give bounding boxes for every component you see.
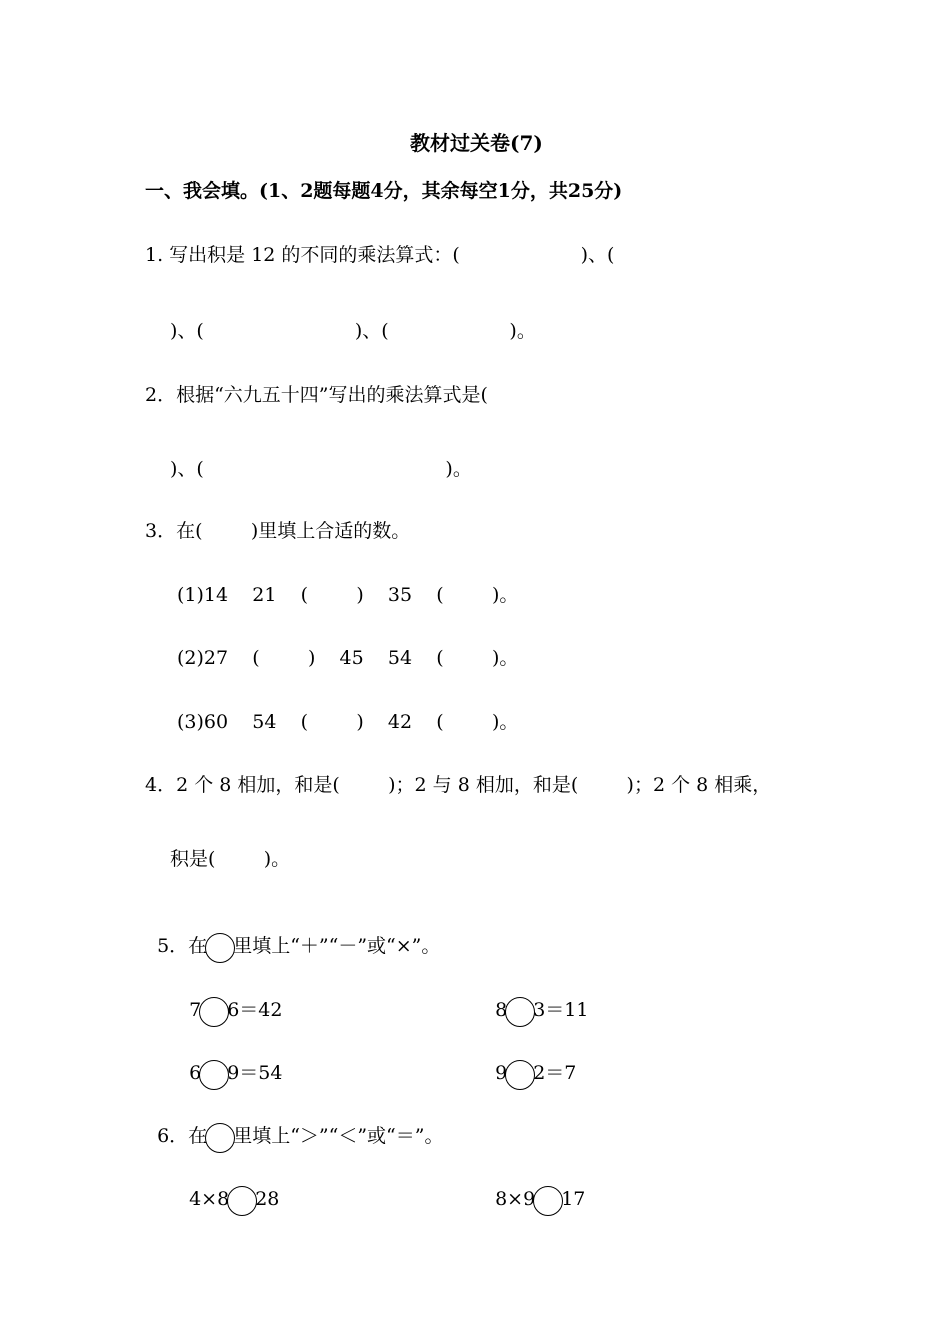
q5-item-1-right: 6＝42: [227, 999, 283, 1021]
q1-line1: 1. 写出积是 12 的不同的乘法算式：( )、(: [145, 244, 615, 266]
q6-prompt-before: 6．在: [157, 1125, 208, 1147]
q6-prompt: [145, 1099, 443, 1153]
q6-item-2-right: 17: [561, 1188, 586, 1210]
q6-item-2: [483, 1162, 585, 1216]
q5-item-3-left: 6: [189, 1062, 202, 1084]
answer-circle[interactable]: [505, 1060, 535, 1090]
answer-circle[interactable]: [505, 997, 535, 1027]
section-1-heading: 一、我会填。(1、2题每题4分，其余每空1分，共25分): [145, 180, 623, 202]
q5-prompt: [145, 909, 440, 963]
q5-prompt-after: 里填上“＋”“－”或“×”。: [233, 935, 441, 957]
q5-item-2-right: 3＝11: [533, 999, 589, 1021]
q6-item-2-left: 8×9: [495, 1188, 536, 1210]
q6-item-1-right: 28: [255, 1188, 280, 1210]
q5-item-4-right: 2＝7: [533, 1062, 577, 1084]
answer-circle[interactable]: [199, 997, 229, 1027]
q3-item-3: (3)60 54 ( ) 42 ( )。: [177, 711, 519, 733]
answer-circle[interactable]: [227, 1186, 257, 1216]
q3-prompt: 3．在( )里填上合适的数。: [145, 520, 411, 542]
q6-item-1-left: 4×8: [189, 1188, 230, 1210]
q5-item-4: [483, 1036, 576, 1090]
q5-prompt-before: 5．在: [157, 935, 208, 957]
page-title: 教材过关卷(7): [410, 131, 543, 155]
q5-item-1-left: 7: [189, 999, 202, 1021]
q3-item-2: (2)27 ( ) 45 54 ( )。: [177, 647, 519, 669]
answer-circle[interactable]: [533, 1186, 563, 1216]
q5-item-2: [483, 973, 588, 1027]
circle-blank-icon: [205, 933, 235, 963]
circle-blank-icon: [205, 1123, 235, 1153]
q6-prompt-after: 里填上“＞”“＜”或“＝”。: [233, 1125, 444, 1147]
q2-line1: 2．根据“六九五十四”写出的乘法算式是(: [145, 384, 488, 406]
answer-circle[interactable]: [199, 1060, 229, 1090]
q5-item-4-left: 9: [495, 1062, 508, 1084]
q1-line2: )、( )、( )。: [170, 320, 536, 342]
q5-item-1: [177, 973, 282, 1027]
q4-line2: 积是( )。: [170, 848, 291, 870]
q2-line2: )、( )。: [170, 458, 472, 480]
q5-item-3: [177, 1036, 282, 1090]
q5-item-3-right: 9＝54: [227, 1062, 283, 1084]
q3-item-1: (1)14 21 ( ) 35 ( )。: [177, 584, 519, 606]
q6-item-1: [177, 1162, 279, 1216]
q4-line1: 4．2 个 8 相加，和是( )；2 与 8 相加，和是( )；2 个 8 相乘，: [145, 774, 772, 796]
q5-item-2-left: 8: [495, 999, 508, 1021]
